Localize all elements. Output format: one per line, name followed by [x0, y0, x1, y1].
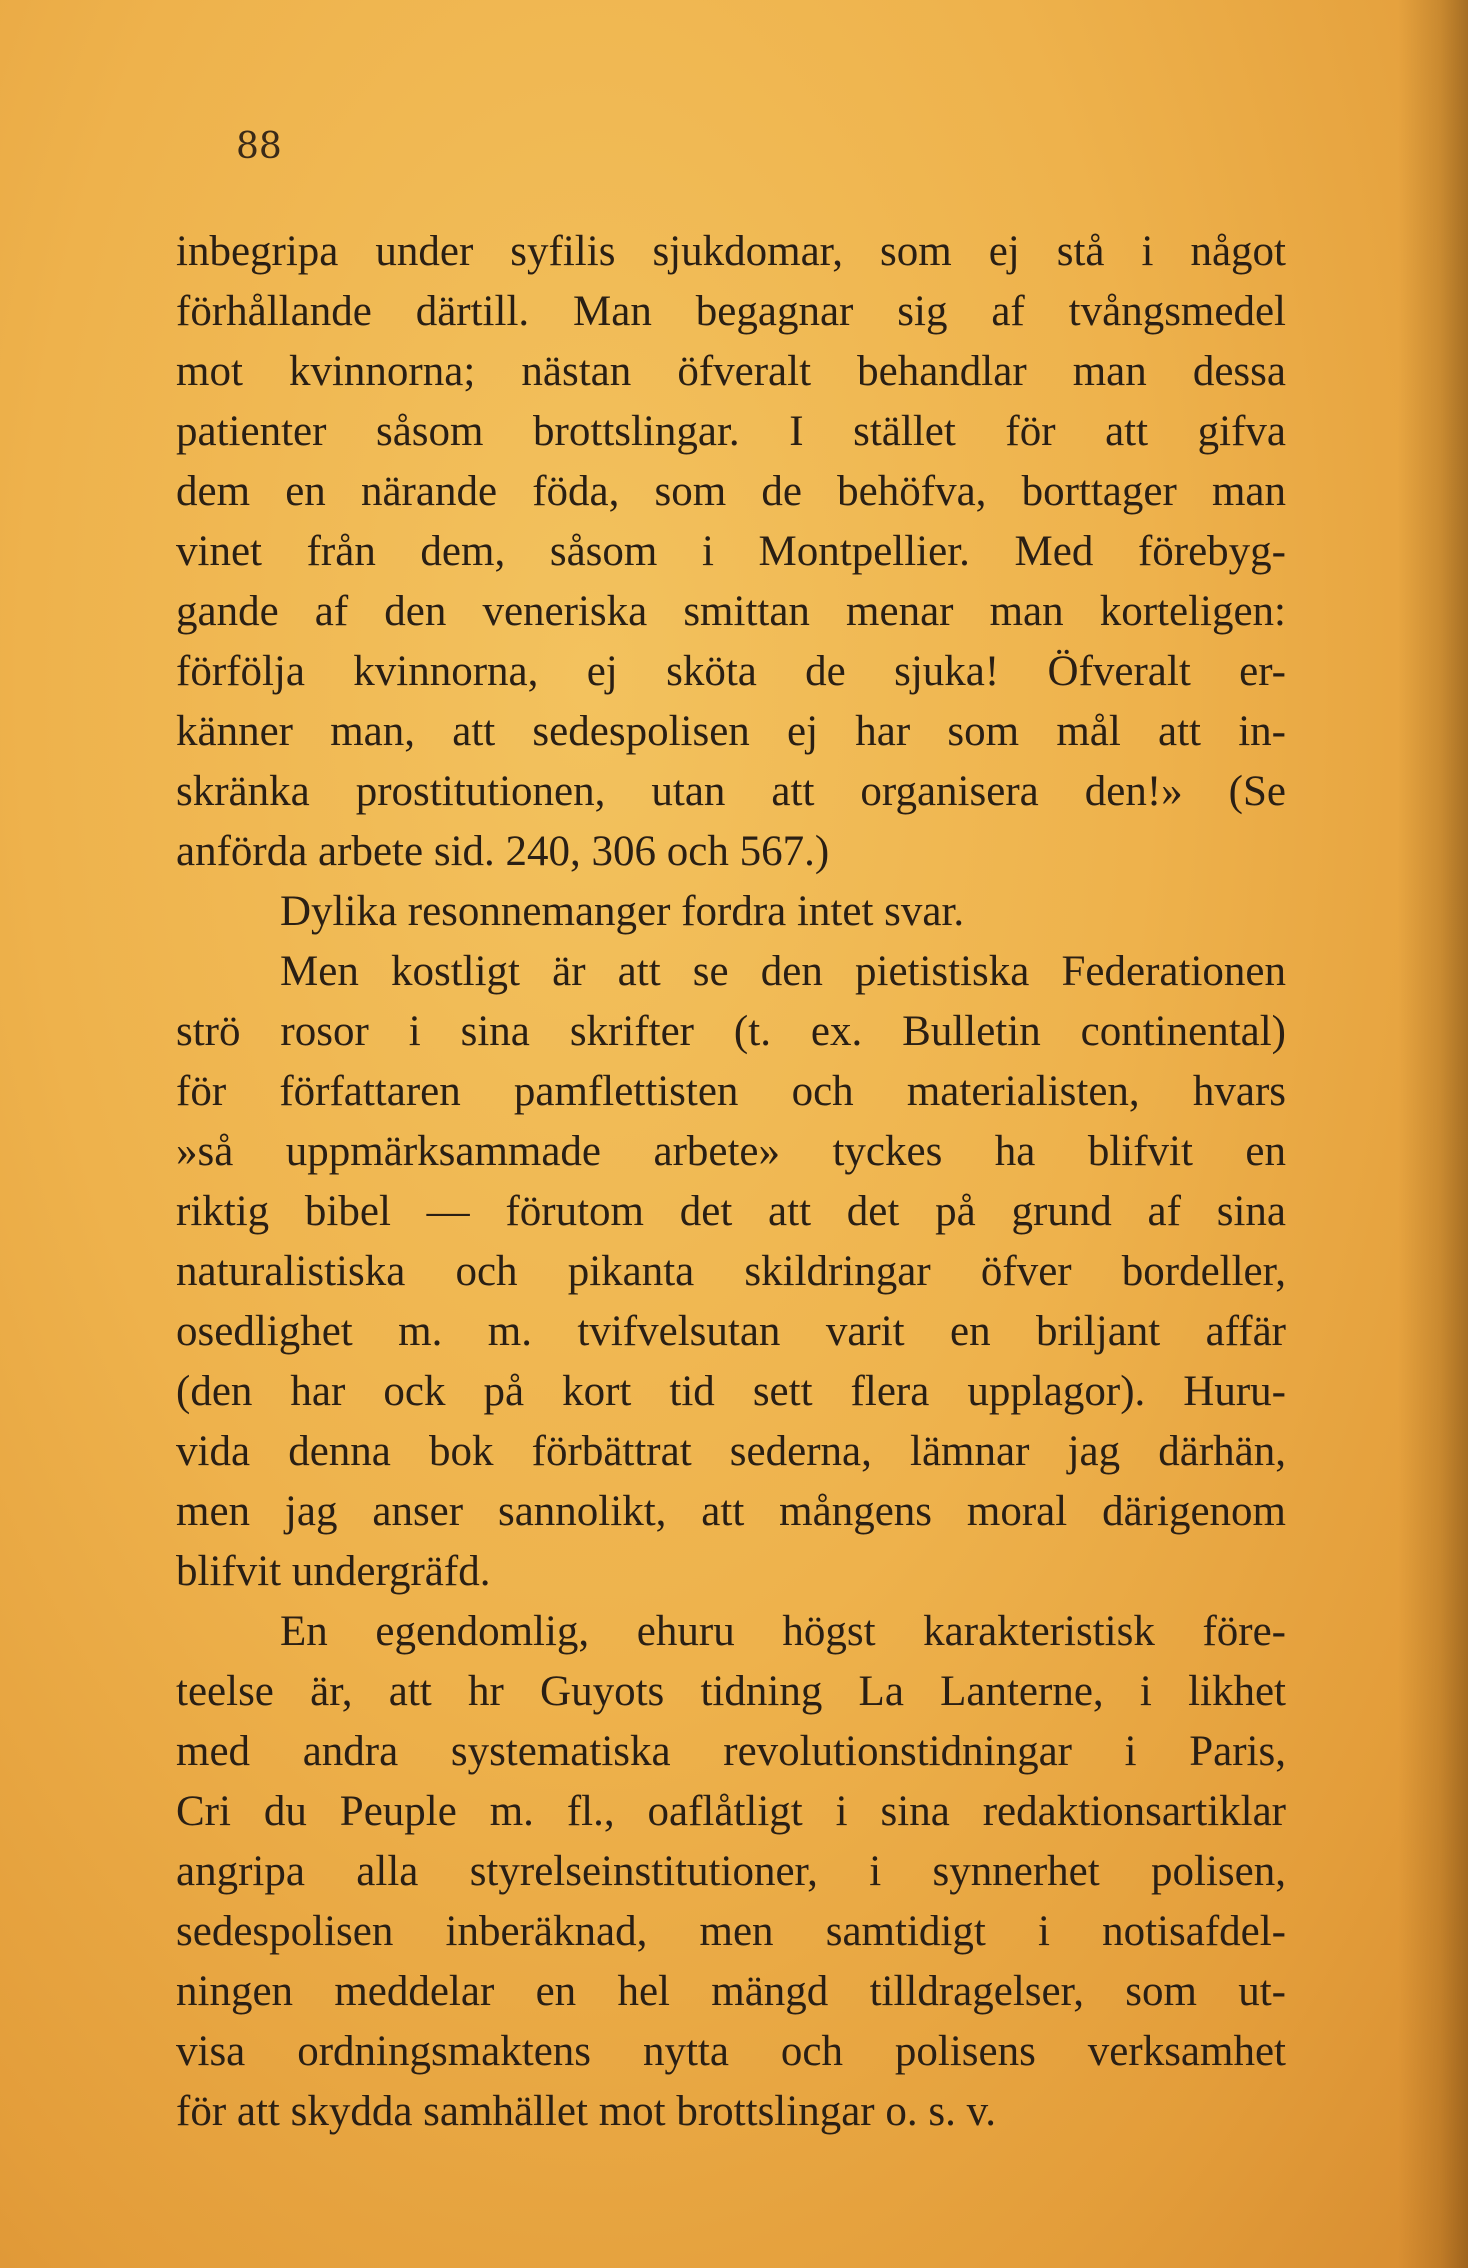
text-line: mot kvinnorna; nästan öfveralt behandlar man dessa: [176, 348, 1286, 395]
text-line: inbegripa under syfilis sjukdomar, som ej stå i något: [176, 228, 1286, 275]
text-line: teelse är, att hr Guyots tidning La Lanterne, i likhet: [176, 1668, 1286, 1715]
text-line: dem en närande föda, som de behöfva, borttager man: [176, 468, 1286, 515]
text-line: patienter såsom brottslingar. I stället för att gifva: [176, 408, 1286, 455]
text-line: osedlighet m. m. tvifvelsutan varit en briljant affär: [176, 1308, 1286, 1355]
text-line: förfölja kvinnorna, ej sköta de sjuka! Öfveralt er-: [176, 648, 1286, 695]
text-line: känner man, att sedespolisen ej har som mål att in-: [176, 708, 1286, 755]
text-line: för författaren pamflettisten och materialisten, hvars: [176, 1068, 1286, 1115]
text-line: strö rosor i sina skrifter (t. ex. Bulletin continental): [176, 1008, 1286, 1055]
body-text: [176, 222, 1286, 2142]
text-line: Dylika resonnemanger fordra intet svar.: [280, 888, 965, 935]
page-number: 88: [236, 126, 282, 167]
text-line: anförda arbete sid. 240, 306 och 567.): [176, 828, 830, 875]
text-line: »så uppmärksammade arbete» tyckes ha blifvit en: [176, 1128, 1286, 1175]
text-line: naturalistiska och pikanta skildringar öfver bordeller,: [176, 1248, 1286, 1295]
text-line: vida denna bok förbättrat sederna, lämnar jag därhän,: [176, 1428, 1286, 1475]
text-line: sedespolisen inberäknad, men samtidigt i notisafdel-: [176, 1908, 1286, 1955]
text-line: riktig bibel — förutom det att det på grund af sina: [176, 1188, 1286, 1235]
text-line: med andra systematiska revolutionstidningar i Paris,: [176, 1728, 1286, 1775]
text-line: blifvit undergräfd.: [176, 1548, 491, 1595]
text-line: men jag anser sannolikt, att mångens moral därigenom: [176, 1488, 1286, 1535]
text-line: ningen meddelar en hel mängd tilldragelser, som ut-: [176, 1968, 1286, 2015]
text-line: gande af den veneriska smittan menar man korteligen:: [176, 588, 1286, 635]
text-line: angripa alla styrelseinstitutioner, i synnerhet polisen,: [176, 1848, 1286, 1895]
text-line: skränka prostitutionen, utan att organisera den!» (Se: [176, 768, 1286, 815]
text-line: vinet från dem, såsom i Montpellier. Med förebyg-: [176, 528, 1286, 575]
text-line: (den har ock på kort tid sett flera upplagor). Huru-: [176, 1368, 1286, 1415]
text-line: Cri du Peuple m. fl., oaflåtligt i sina redaktionsartiklar: [176, 1788, 1286, 1835]
text-line: visa ordningsmaktens nytta och polisens verksamhet: [176, 2028, 1286, 2075]
text-line: En egendomlig, ehuru högst karakteristisk före-: [280, 1608, 1286, 1655]
text-line: Men kostligt är att se den pietistiska Federationen: [280, 948, 1286, 995]
text-line: förhållande därtill. Man begagnar sig af tvångsmedel: [176, 288, 1286, 335]
text-line: för att skydda samhället mot brottslingar o. s. v.: [176, 2088, 997, 2135]
